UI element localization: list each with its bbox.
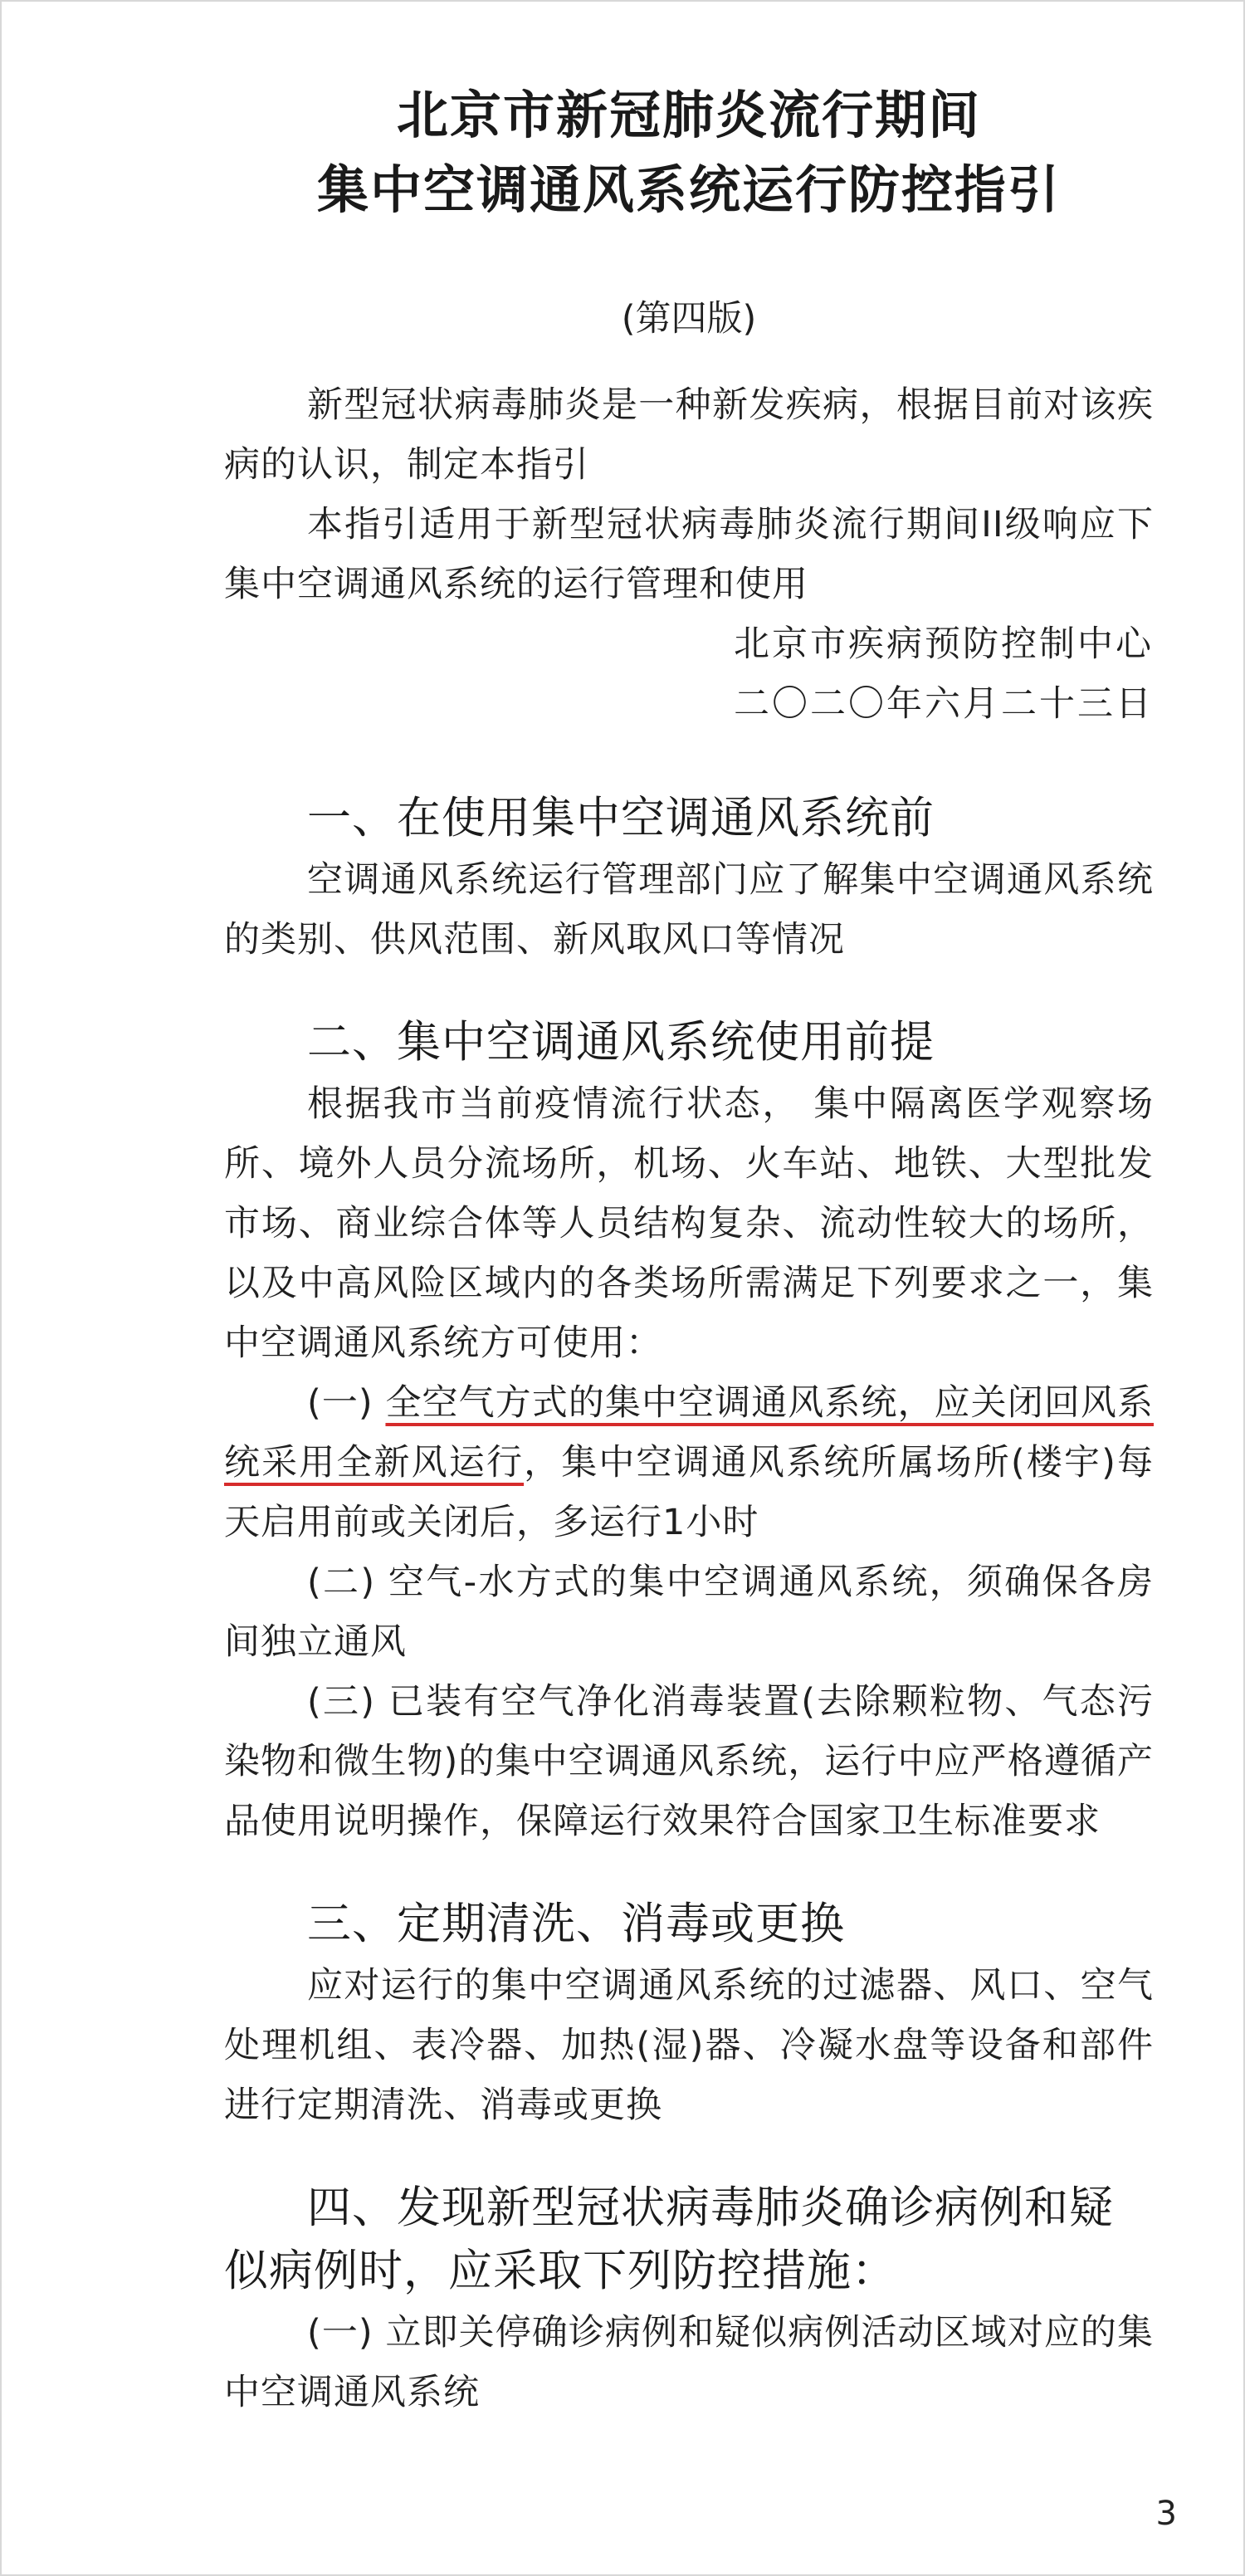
item-1-rest: ，集中空调通风系统所属场所(楼宇)每天启用前或关闭后，多运行1小时 bbox=[224, 1442, 1154, 1543]
page-number: 3 bbox=[1155, 2495, 1177, 2533]
issue-date: 二〇二〇年六月二十三日 bbox=[734, 683, 1154, 725]
section-2-body: 根据我市当前疫情流行状态， 集中隔离医学观察场所、境外人员分流场所，机场、火车站、地铁、大型批发市场、商业综合体等人员结构复杂、流动性较大的场所，以及中高风险区域内的各类场所需满足下列要求之一，集中空调通风系统方可使用： bbox=[224, 1083, 1154, 1364]
highlighted-requirement: 全空气方式的集中空调通风系统，应关闭回风系统采用全新风运行 bbox=[224, 1382, 1154, 1484]
edition-label: (第四版) bbox=[621, 298, 757, 340]
document-title bbox=[224, 78, 1154, 227]
section-1-body: 空调通风系统运行管理部门应了解集中空调通风系统的类别、供风范围、新风取风口等情况 bbox=[224, 859, 1154, 961]
section-2-item-3: (三) 已装有空气净化消毒装置(去除颗粒物、气态污染物和微生物)的集中空调通风系统，运行中应严格遵循产品使用说明操作，保障运行效果符合国家卫生标准要求 bbox=[224, 1681, 1154, 1842]
section-4-item-1: (一) 立即关停确诊病例和疑似病例活动区域对应的集中空调通风系统 bbox=[224, 2312, 1154, 2413]
section-2-item-1 bbox=[224, 1373, 1154, 1552]
section-1-heading: 一、在使用集中空调通风系统前 bbox=[307, 793, 935, 843]
intro-paragraph-2: 本指引适用于新型冠状病毒肺炎流行期间II级响应下集中空调通风系统的运行管理和使用 bbox=[224, 504, 1154, 605]
section-2-heading: 二、集中空调通风系统使用前提 bbox=[307, 1017, 935, 1068]
title-line-1: 北京市新冠肺炎流行期间 bbox=[396, 85, 981, 145]
item-1-prefix: (一) bbox=[307, 1382, 386, 1424]
issuer-name: 北京市疾病预防控制中心 bbox=[734, 623, 1154, 665]
section-3-heading: 三、定期清洗、消毒或更换 bbox=[307, 1899, 845, 1949]
section-4-heading: 四、发现新型冠状病毒肺炎确诊病例和疑似病例时，应采取下列防控措施： bbox=[224, 2183, 1114, 2296]
intro-paragraph-1: 新型冠状病毒肺炎是一种新发疾病，根据目前对该疾病的认识，制定本指引 bbox=[224, 384, 1154, 486]
document-content bbox=[224, 78, 1154, 2422]
title-line-2: 集中空调通风系统运行防控指引 bbox=[316, 159, 1061, 220]
section-3-body: 应对运行的集中空调通风系统的过滤器、风口、空气处理机组、表冷器、加热(湿)器、冷凝水盘等设备和部件进行定期清洗、消毒或更换 bbox=[224, 1965, 1154, 2126]
section-2-item-2: (二) 空气-水方式的集中空调通风系统，须确保各房间独立通风 bbox=[224, 1562, 1154, 1663]
